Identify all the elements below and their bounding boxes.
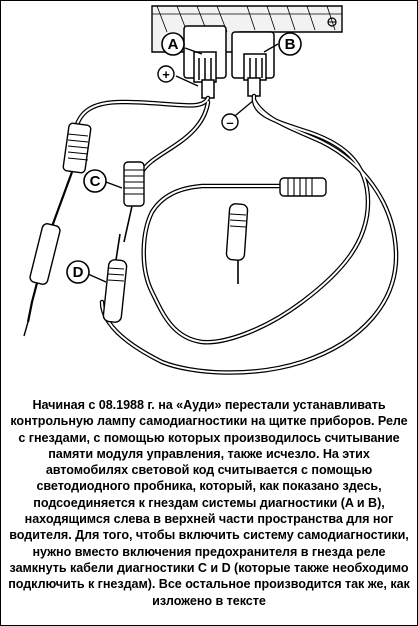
svg-text:B: B xyxy=(284,36,296,53)
label-d xyxy=(67,261,89,283)
socket-a xyxy=(184,26,226,98)
svg-text:A: A xyxy=(167,36,179,53)
label-plus xyxy=(158,66,174,82)
svg-text:+: + xyxy=(162,67,170,82)
label-c xyxy=(84,170,106,192)
socket-b xyxy=(232,32,274,96)
label-minus xyxy=(222,114,238,130)
svg-text:C: C xyxy=(89,173,101,190)
plug-left-upper xyxy=(24,123,91,336)
probe-middle xyxy=(226,203,248,284)
plug-c xyxy=(124,162,144,242)
label-a xyxy=(162,33,184,55)
label-b xyxy=(279,33,301,55)
figure-caption: Начиная с 08.1988 г. на «Ауди» перестали устанавливать контрольную лампу самодиагностики на щитке приборов. Реле с гнездами, с помощью которых производилось считывание памяти модуля управления, также исчезло. На этих автомобилях световой код считывается с помощью светодиодного пробника, который, как показано здесь, подсоединяется к гнездам системы диагностики (A и B), находящимся слева в верхней части пространства для ног водителя. Для того, чтобы включить систему самодиагностики, нужно вместо включения предохранителя в гнезда реле замкнуть кабели диагностики C и D (которые также необходимо подключить к гнездам). Все остальное производится так же, как изложено в тексте xyxy=(8,398,410,608)
diagnostic-illustration xyxy=(2,2,416,388)
plug-right xyxy=(280,178,326,196)
svg-text:D: D xyxy=(72,264,84,281)
svg-text:–: – xyxy=(226,115,234,130)
wiring-drawing xyxy=(2,2,416,388)
probe-d xyxy=(103,234,127,323)
